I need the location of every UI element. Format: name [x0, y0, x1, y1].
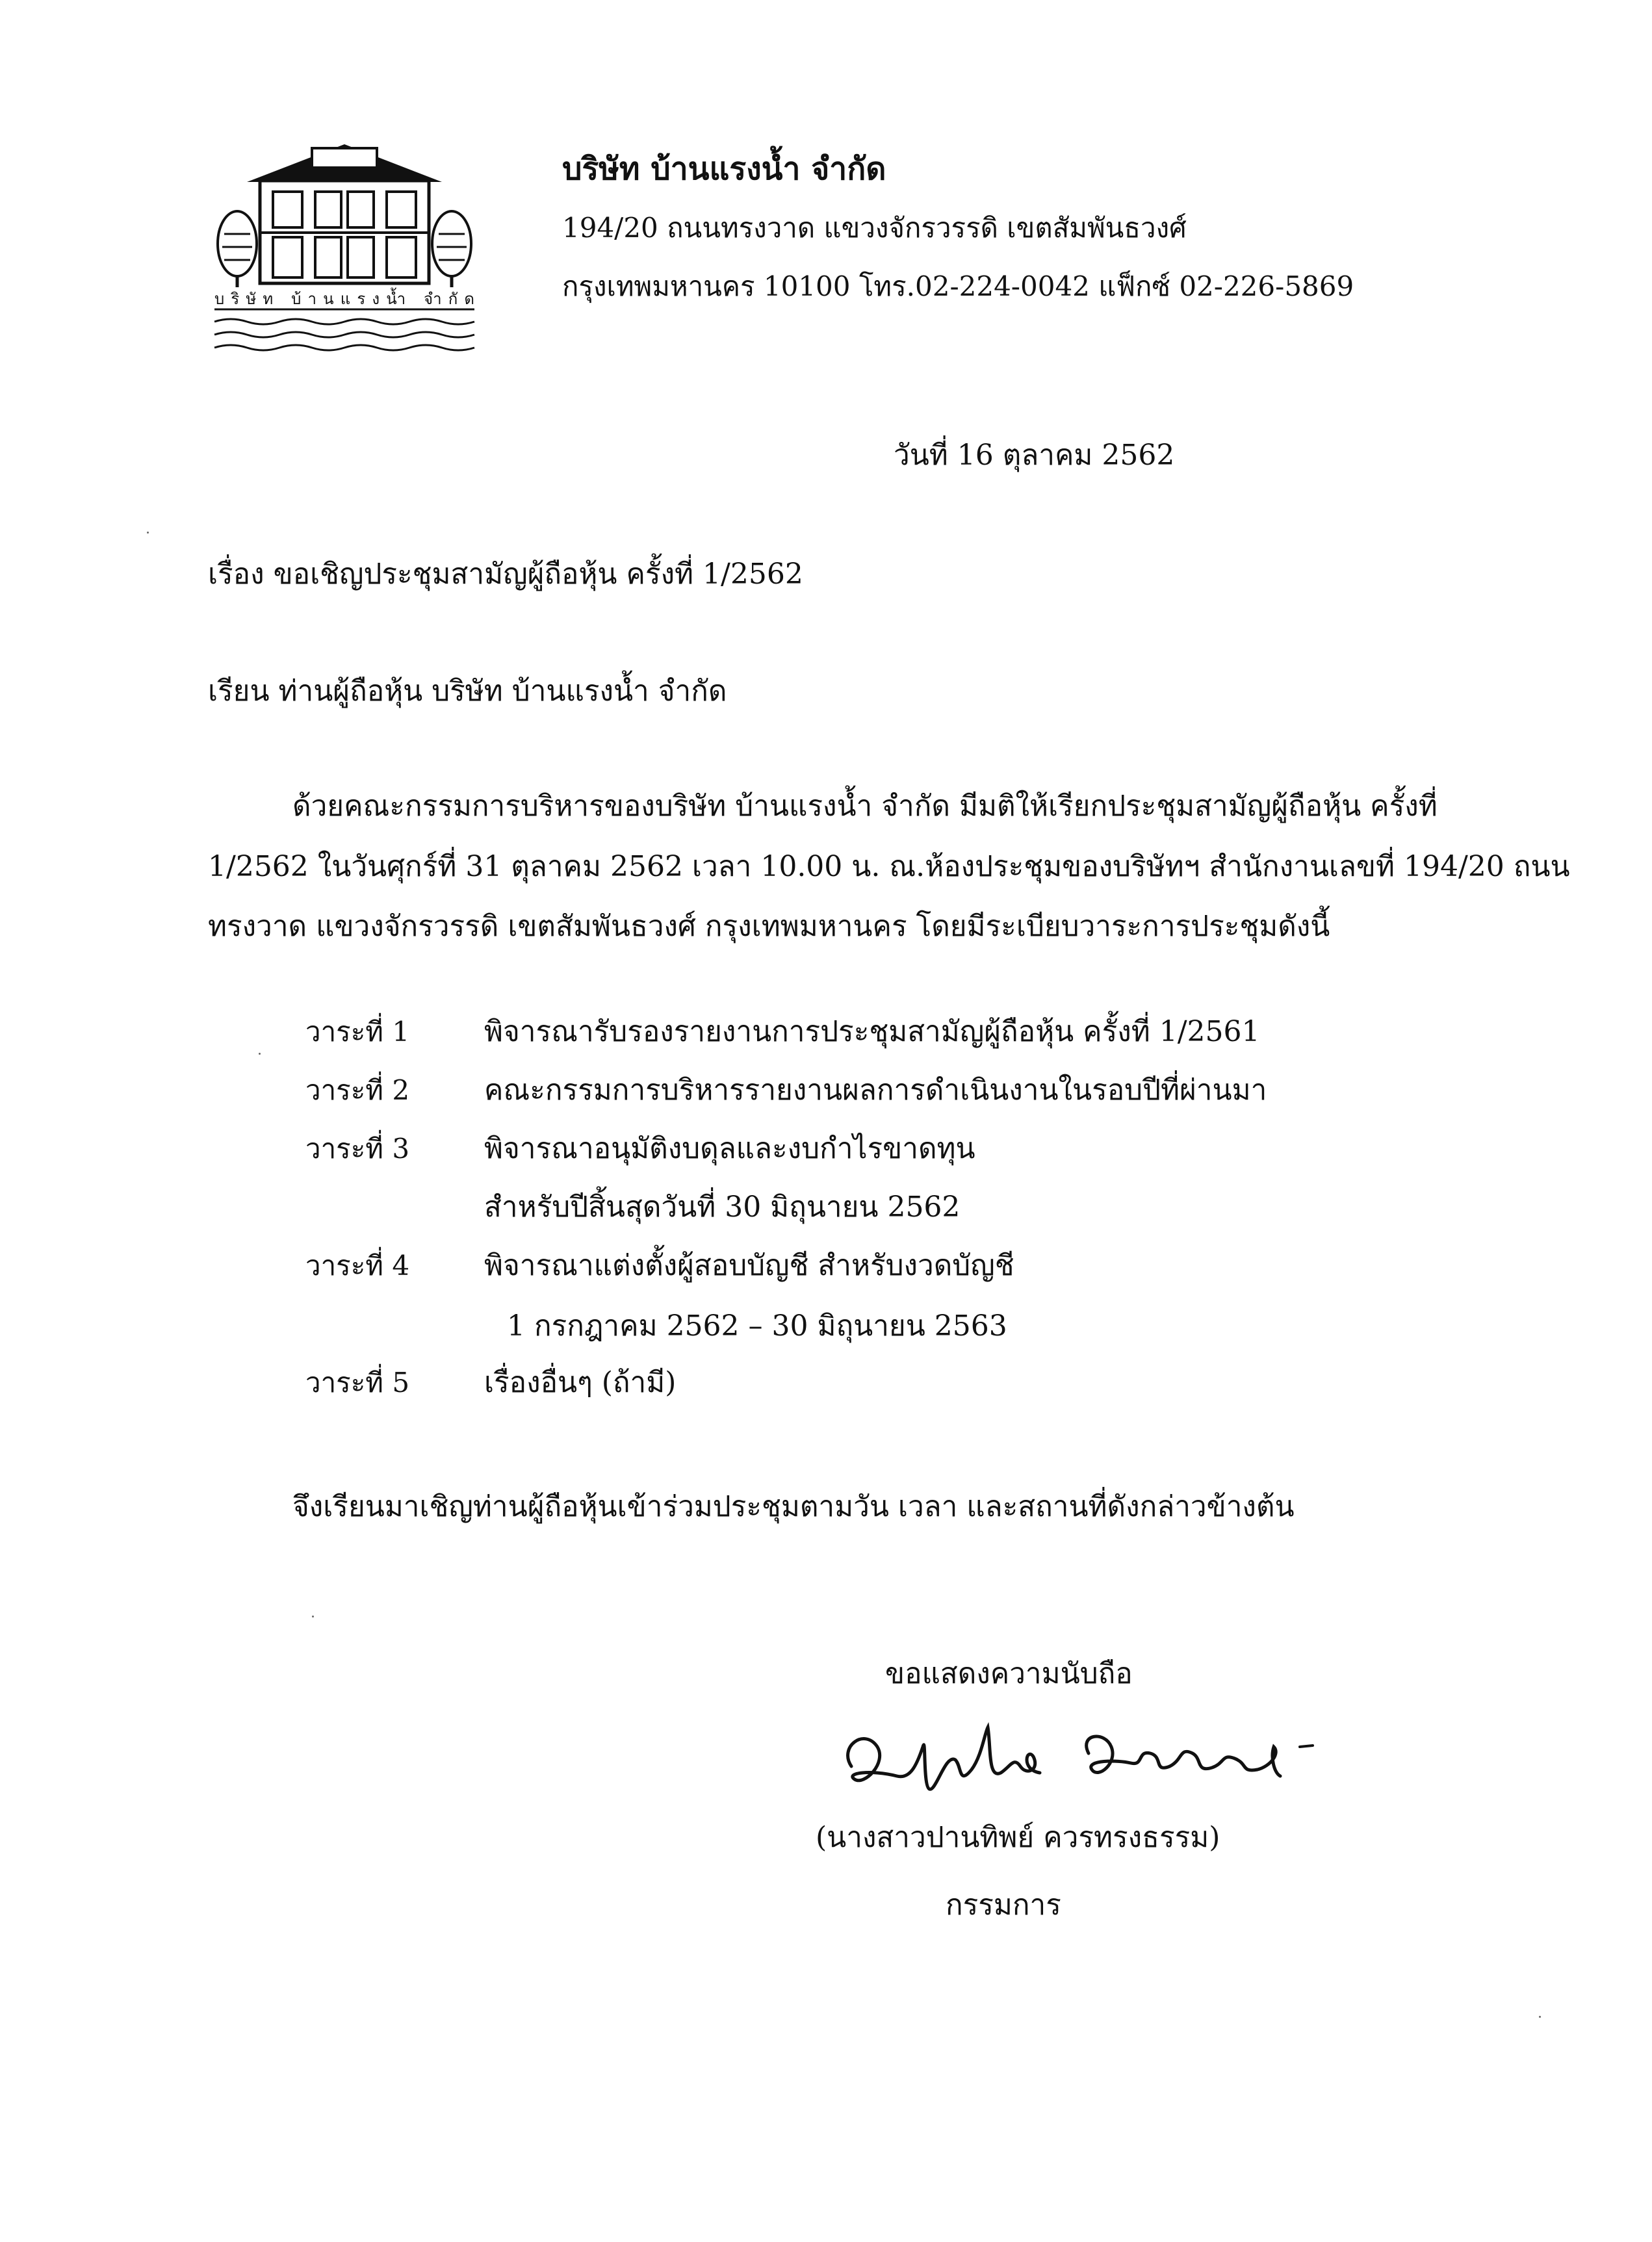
scan-speck: [312, 1616, 314, 1617]
letter-salutation: เรียน ท่านผู้ถือหุ้น บริษัท บ้านแรงน้ำ จำกัด: [208, 675, 727, 708]
logo-caption: บริษัท บ้านแรงน้ำ จำกัด: [214, 290, 474, 308]
company-address-line2: กรุงเทพมหานคร 10100 โทร.02-224-0042 แฟ็กซ์ 02-226-5869: [562, 270, 1354, 302]
company-logo: [208, 136, 481, 357]
agenda-1-label: วาระที่ 1: [305, 1016, 410, 1048]
regards-text: ขอแสดงความนับถือ: [885, 1657, 1133, 1690]
closing-text: จึงเรียนมาเชิญท่านผู้ถือหุ้นเข้าร่วมประชุมตามวัน เวลา และสถานที่ดังกล่าวข้างต้น: [292, 1490, 1295, 1523]
body-line-3: ทรงวาด แขวงจักรวรรดิ เขตสัมพันธวงศ์ กรุงเทพมหานคร โดยมีระเบียบวาระการประชุมดังนี้: [208, 910, 1330, 943]
company-address-line1: 194/20 ถนนทรงวาด แขวงจักรวรรดิ เขตสัมพันธวงศ์: [562, 212, 1187, 244]
signer-position: กรรมการ: [946, 1888, 1061, 1922]
agenda-3-label: วาระที่ 3: [305, 1133, 410, 1165]
signature: [825, 1708, 1319, 1812]
agenda-1-text: พิจารณารับรองรายงานการประชุมสามัญผู้ถือหุ้น ครั้งที่ 1/2561: [484, 1015, 1260, 1048]
agenda-4-text: พิจารณาแต่งตั้งผู้สอบบัญชี สำหรับงวดบัญชี: [484, 1249, 1014, 1282]
agenda-2-label: วาระที่ 2: [305, 1074, 410, 1106]
agenda-4-sub: 1 กรกฎาคม 2562 – 30 มิถุนายน 2563: [507, 1309, 1007, 1343]
scan-speck: [147, 532, 149, 534]
letter-subject: เรื่อง ขอเชิญประชุมสามัญผู้ถือหุ้น ครั้งที่ 1/2562: [208, 558, 803, 591]
agenda-5-text: เรื่องอื่นๆ (ถ้ามี): [484, 1366, 677, 1399]
letter-date: วันที่ 16 ตุลาคม 2562: [894, 439, 1175, 472]
signer-name: (นางสาวปานทิพย์ ควรทรงธรรม): [816, 1821, 1220, 1854]
agenda-3-text: พิจารณาอนุมัติงบดุลและงบกำไรขาดทุน: [484, 1132, 975, 1165]
agenda-3-sub: สำหรับปีสิ้นสุดวันที่ 30 มิถุนายน 2562: [484, 1191, 961, 1224]
scan-speck: [1539, 2016, 1541, 2018]
body-line-1: ด้วยคณะกรรมการบริหารของบริษัท บ้านแรงน้ำ จำกัด มีมติให้เรียกประชุมสามัญผู้ถือหุ้น ครั้งที่: [292, 790, 1438, 823]
scan-speck: [259, 1053, 261, 1055]
agenda-2-text: คณะกรรมการบริหารรายงานผลการดำเนินงานในรอบปีที่ผ่านมา: [484, 1074, 1267, 1107]
company-name: บริษัท บ้านแรงน้ำ จำกัด: [562, 151, 886, 187]
body-line-2: 1/2562 ในวันศุกร์ที่ 31 ตุลาคม 2562 เวลา 10.00 น. ณ.ห้องประชุมของบริษัทฯ สำนักงานเลขที่ 194/20 ถนน: [208, 850, 1570, 883]
agenda-5-label: วาระที่ 5: [305, 1367, 410, 1398]
agenda-4-label: วาระที่ 4: [305, 1250, 410, 1282]
